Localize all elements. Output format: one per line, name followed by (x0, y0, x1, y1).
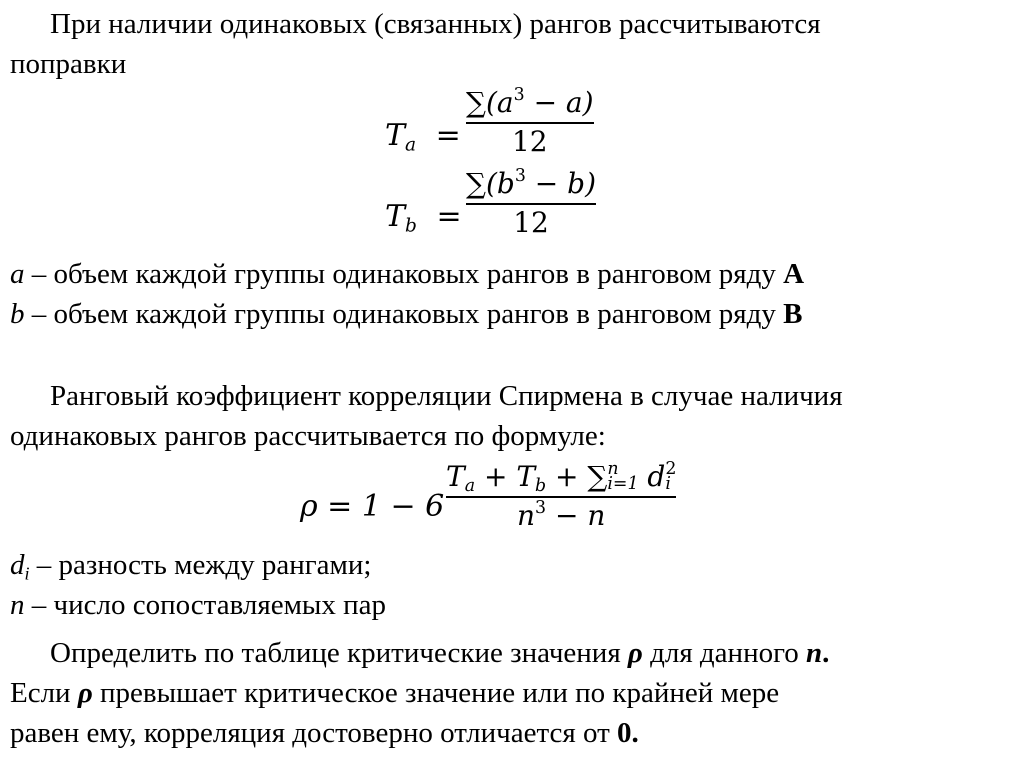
rho-den-rest: − n (546, 499, 606, 532)
ta-fraction (466, 86, 594, 159)
spearman-line-1: Ранговый коэффициент корреляции Спирмена в случае наличия (50, 380, 843, 412)
ta-symbol: T (385, 118, 406, 153)
tb-fraction (466, 167, 596, 240)
ta-denominator: 12 (511, 125, 548, 158)
rho-ta-sub: a (464, 476, 476, 497)
rho-d-sup: 2 (665, 458, 677, 479)
tb-lhs (385, 199, 462, 237)
intro-line-1: При наличии одинаковых (связанных) рангов рассчитываются (50, 8, 821, 40)
definition-d (10, 547, 371, 583)
conclusion-l2-rho: ρ (77, 677, 93, 709)
definition-d-sub: i (24, 563, 30, 584)
conclusion-l2-a: Если (10, 677, 78, 709)
conclusion-l2-b: превышает критическое значение или по крайней мере (92, 677, 780, 709)
ta-subscript: a (405, 134, 417, 156)
tb-denominator: 12 (513, 206, 549, 239)
definition-b-var: b (10, 298, 25, 330)
rho-den-n: n (517, 499, 536, 532)
conclusion-l1-end: . (822, 637, 830, 669)
tb-symbol: T (385, 199, 406, 234)
conclusion-l3-zero: 0. (617, 717, 639, 749)
conclusion-line-3 (10, 715, 639, 751)
rho-d-sub: i (665, 474, 671, 495)
definition-a-var: a (10, 258, 25, 290)
ta-lhs (385, 118, 461, 156)
rho-fraction-bar (446, 496, 676, 498)
rho-sum-limits (607, 458, 639, 495)
rho-fraction (446, 460, 676, 533)
rho-sum-top: n (607, 458, 619, 479)
rho-den-exp: 3 (535, 497, 547, 518)
definition-a-text: – объем каждой группы одинаковых рангов в ранговом ряду (24, 258, 784, 290)
conclusion-line-2 (10, 675, 779, 711)
tb-equals: = (436, 199, 462, 234)
definition-b-bold: B (783, 298, 803, 330)
definition-a (10, 256, 804, 292)
rho-ta: T (446, 460, 465, 493)
conclusion-l3-a: равен ему, корреляция достоверно отличается от (10, 717, 618, 749)
intro-line-2: поправки (10, 48, 127, 80)
tb-subscript: b (405, 215, 417, 237)
rho-denominator (517, 499, 605, 533)
definition-n-text: – число сопоставляемых пар (24, 589, 387, 621)
tb-num-close: − b) (525, 167, 597, 200)
rho-sum-bottom: i=1 (607, 474, 639, 495)
rho-d-indices (665, 458, 677, 495)
rho-numerator (446, 458, 677, 497)
tb-fraction-bar (466, 203, 596, 205)
ta-num-open: (a (486, 86, 514, 119)
definition-n (10, 587, 386, 623)
ta-exp: 3 (513, 84, 525, 105)
definition-b (10, 296, 803, 332)
conclusion-l1-n: n (806, 637, 823, 669)
tb-sum: ∑ (466, 167, 486, 200)
ta-fraction-bar (466, 122, 594, 124)
conclusion-line-1 (50, 635, 829, 671)
tb-numerator (466, 167, 596, 201)
definition-n-var: n (10, 589, 25, 621)
definition-d-var: d (10, 549, 25, 581)
definition-d-text: – разность между рангами; (29, 549, 372, 581)
rho-lhs: ρ = 1 − 6 (300, 489, 445, 524)
ta-equals: = (435, 118, 461, 153)
rho-plus-sum: + ∑ (546, 460, 608, 493)
rho-tb: T (516, 460, 535, 493)
rho-plus-1: + (475, 460, 517, 493)
rho-tb-sub: b (535, 476, 547, 497)
rho-d: d (638, 460, 666, 493)
conclusion-l1-rho: ρ (627, 637, 643, 669)
spearman-line-2: одинаковых рангов рассчитывается по формуле: (10, 420, 606, 452)
ta-num-close: − a) (524, 86, 594, 119)
ta-sum: ∑ (466, 86, 486, 119)
ta-numerator (466, 86, 594, 120)
tb-num-open: (b (486, 167, 515, 200)
tb-exp: 3 (514, 165, 526, 186)
conclusion-l1-b: для данного (642, 637, 807, 669)
definition-b-text: – объем каждой группы одинаковых рангов в ранговом ряду (24, 298, 784, 330)
conclusion-l1-a: Определить по таблице критические значения (50, 637, 628, 669)
definition-a-bold: A (783, 258, 805, 290)
